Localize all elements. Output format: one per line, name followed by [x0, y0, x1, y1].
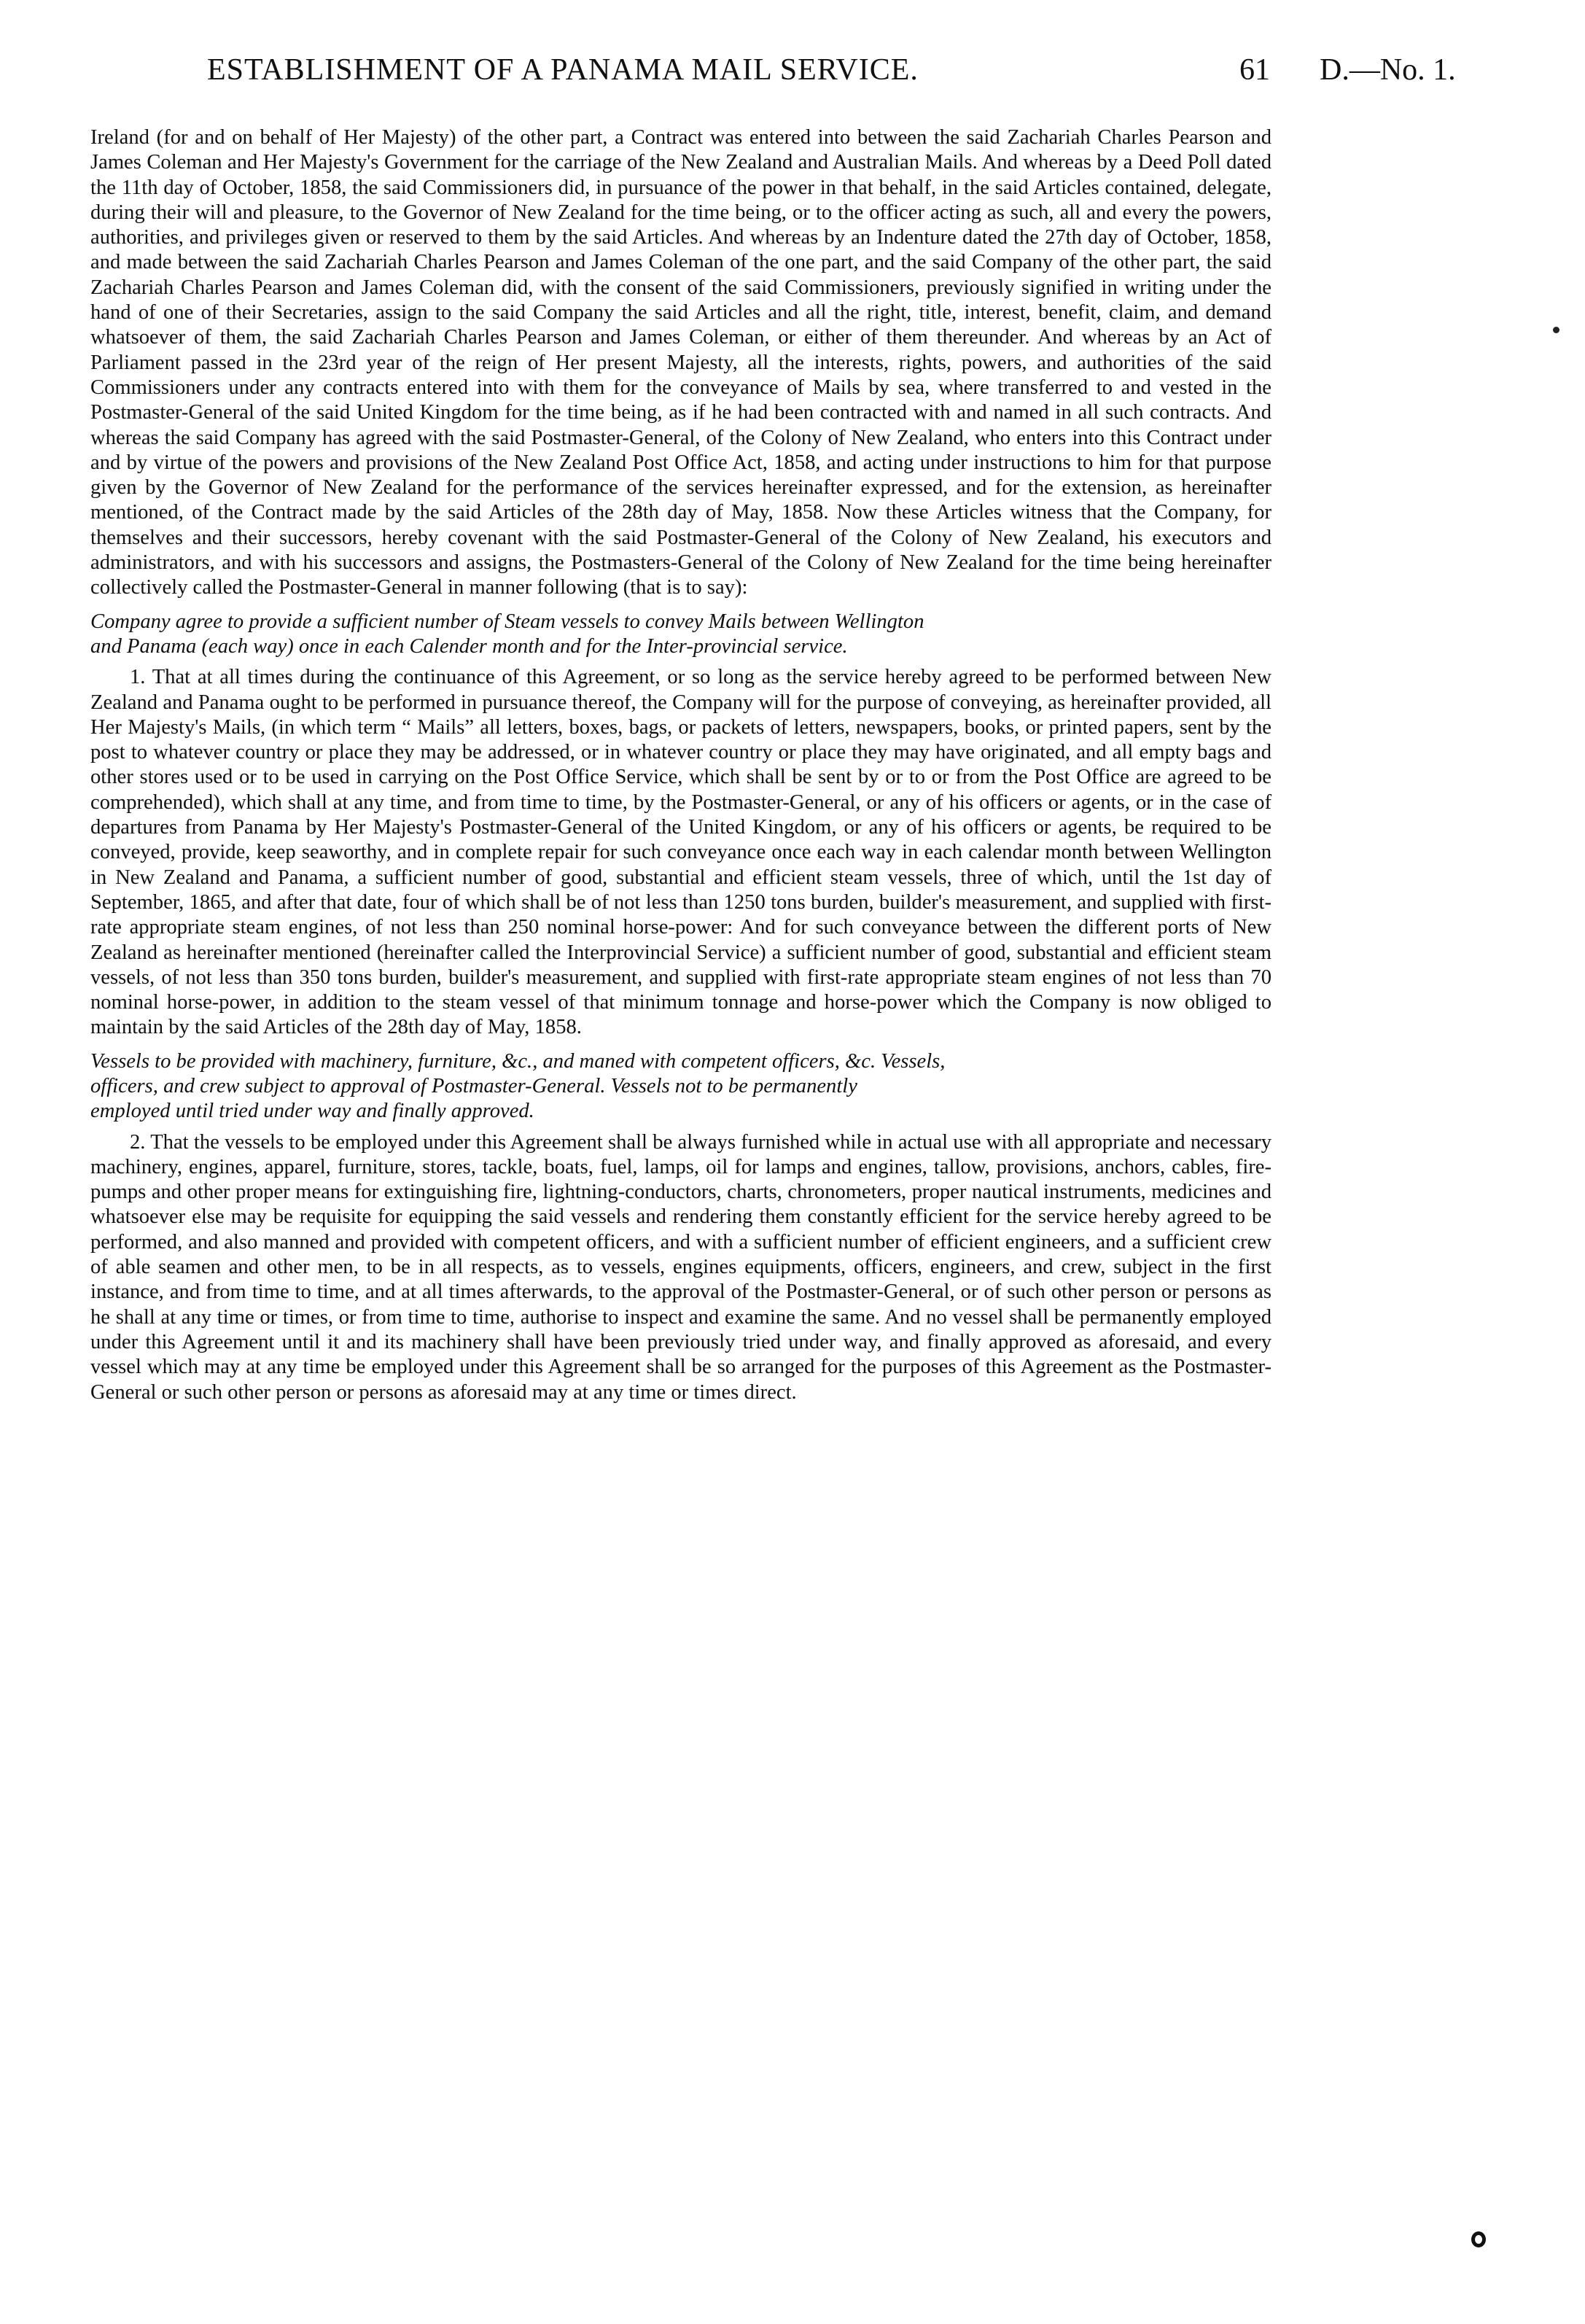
document-reference: D.—No. 1.	[1320, 53, 1456, 87]
running-title: ESTABLISHMENT OF A PANAMA MAIL SERVICE.	[207, 53, 919, 87]
marginal-note-steam-vessels	[90, 610, 1271, 660]
marginal-note-line: and Panama (each way) once in each Calender month and for the Inter-provincial service.	[90, 634, 848, 658]
marginal-note-line: Vessels to be provided with machinery, furniture, &c., and maned with competent officers, &c. Vessels,	[90, 1049, 946, 1073]
paragraph-clause-2: 2. That the vessels to be employed under this Agreement shall be always furnished while in actual use with all appropriate and necessary machinery, engines, apparel, furniture, stores, tackle, boats, fuel, lamps, oil for lamps and engines, tallow, provisions, anchors, cables, fire-pumps and other proper means for extinguishing fire, lightning-conductors, charts, chronometers, proper nautical instruments, medicines and whatsoever else may be requisite for equipping the said vessels and rendering them constantly efficient for the service hereby agreed to be performed, and also manned and provided with competent officers, and with a sufficient number of efficient engineers, and a sufficient crew of able seamen and other men, to be in all respects, as to vessels, engines equipments, officers, engineers, and crew, subject in the first instance, and from time to time, and at all times afterwards, to the approval of the Postmaster-General, or of such other person or persons as he shall at any time or times, or from time to time, authorise to inspect and examine the same. And no vessel shall be permanently employed under this Agreement until it and its machinery shall have been previously tried under way, and finally approved as aforesaid, and every vessel which may at any time be employed under this Agreement shall be so arranged for the purposes of this Agreement as the Postmaster-General or such other person or persons as aforesaid may at any time or times direct.	[90, 1130, 1271, 1404]
marginal-note-line: officers, and crew subject to approval of Postmaster-General. Vessels not to be permanently	[90, 1074, 857, 1097]
page-header	[90, 53, 1505, 104]
marginal-note-line: employed until tried under way and finally approved.	[90, 1100, 534, 1123]
document-page	[90, 53, 1456, 1405]
paragraph-recitals: Ireland (for and on behalf of Her Majesty) of the other part, a Contract was entered into between the said Zachariah Charles Pearson and James Coleman and Her Majesty's Government for the carriage of the New Zealand and Australian Mails. And whereas by a Deed Poll dated the 11th day of October, 1858, the said Commissioners did, in pursuance of the power in that behalf, in the said Articles contained, delegate, during their will and pleasure, to the Governor of New Zealand for the time being, or to the officer acting as such, all and every the powers, authorities, and privileges given or reserved to them by the said Articles. And whereas by an Indenture dated the 27th day of October, 1858, and made between the said Zachariah Charles Pearson and James Coleman of the one part, and the said Company of the other part, the said Zachariah Charles Pearson and James Coleman did, with the consent of the said Commissioners, previously signified in writing under the hand of one of their Secretaries, assign to the said Company the said Articles and all the right, title, interest, benefit, claim, and demand whatsoever of them, the said Zachariah Charles Pearson and James Coleman, or either of them thereunder. And whereas by an Act of Parliament passed in the 23rd year of the reign of Her present Majesty, all the interests, rights, powers, and authorities of the said Commissioners under any contracts entered into with them for the conveyance of Mails by sea, where transferred to and vested in the Postmaster-General of the said United Kingdom for the time being, as if he had been contracted with and named in all such contracts. And whereas the said Company has agreed with the said Postmaster-General, of the Colony of New Zealand, who enters into this Contract under and by virtue of the powers and provisions of the New Zealand Post Office Act, 1858, and acting under instructions to him for that purpose given by the Governor of New Zealand for the performance of the services hereinafter expressed, and for the extension, as hereinafter mentioned, of the Contract made by the said Articles of the 28th day of May, 1858. Now these Articles witness that the Company, for themselves and their successors, hereby covenant with the said Postmaster-General of the Colony of New Zealand, his executors and administrators, and with his successors and assigns, the Postmasters-General of the Colony of New Zealand for the time being hereinafter collectively called the Postmaster-General in manner following (that is to say):	[90, 126, 1271, 599]
marginal-note-vessels-machinery	[90, 1049, 1271, 1124]
marginal-note-line: Company agree to provide a sufficient number of Steam vessels to convey Mails between Wellington	[90, 610, 924, 633]
ink-ring-mark	[1471, 2231, 1486, 2247]
ink-speck	[1553, 327, 1559, 333]
document-body	[90, 125, 1271, 1405]
page-number: 61	[1239, 53, 1270, 87]
paragraph-clause-1: 1. That at all times during the continuance of this Agreement, or so long as the service hereby agreed to be performed between New Zealand and Panama ought to be performed in pursuance thereof, the Company will for the purpose of conveying, as hereinafter provided, all Her Majesty's Mails, (in which term “ Mails” all letters, boxes, bags, or packets of letters, newspapers, books, or printed papers, sent by the post to whatever country or place they may be addressed, or in whatever country or place they may have originated, and all empty bags and other stores used or to be used in carrying on the Post Office Service, which shall be sent by or to or from the Post Office are agreed to be comprehended), which shall at any time, and from time to time, by the Postmaster-General, or any of his officers or agents, or in the case of departures from Panama by Her Majesty's Postmaster-General of the United Kingdom, or any of his officers or agents, be required to be conveyed, provide, keep seaworthy, and in complete repair for such conveyance once each way in each calendar month between Wellington in New Zealand and Panama, a sufficient number of good, substantial and efficient steam vessels, three of which, until the 1st day of September, 1865, and after that date, four of which shall be of not less than 1250 tons burden, builder's measurement, and supplied with first-rate appropriate steam engines, of not less than 250 nominal horse-power: And for such conveyance between the different ports of New Zealand as hereinafter mentioned (hereinafter called the Interprovincial Service) a sufficient number of good, substantial and efficient steam vessels, of not less than 350 tons burden, builder's measurement, and supplied with first-rate appropriate steam engines of not less than 70 nominal horse-power, in addition to the steam vessel of that minimum tonnage and horse-power which the Company is now obliged to maintain by the said Articles of the 28th day of May, 1858.	[90, 666, 1271, 1039]
